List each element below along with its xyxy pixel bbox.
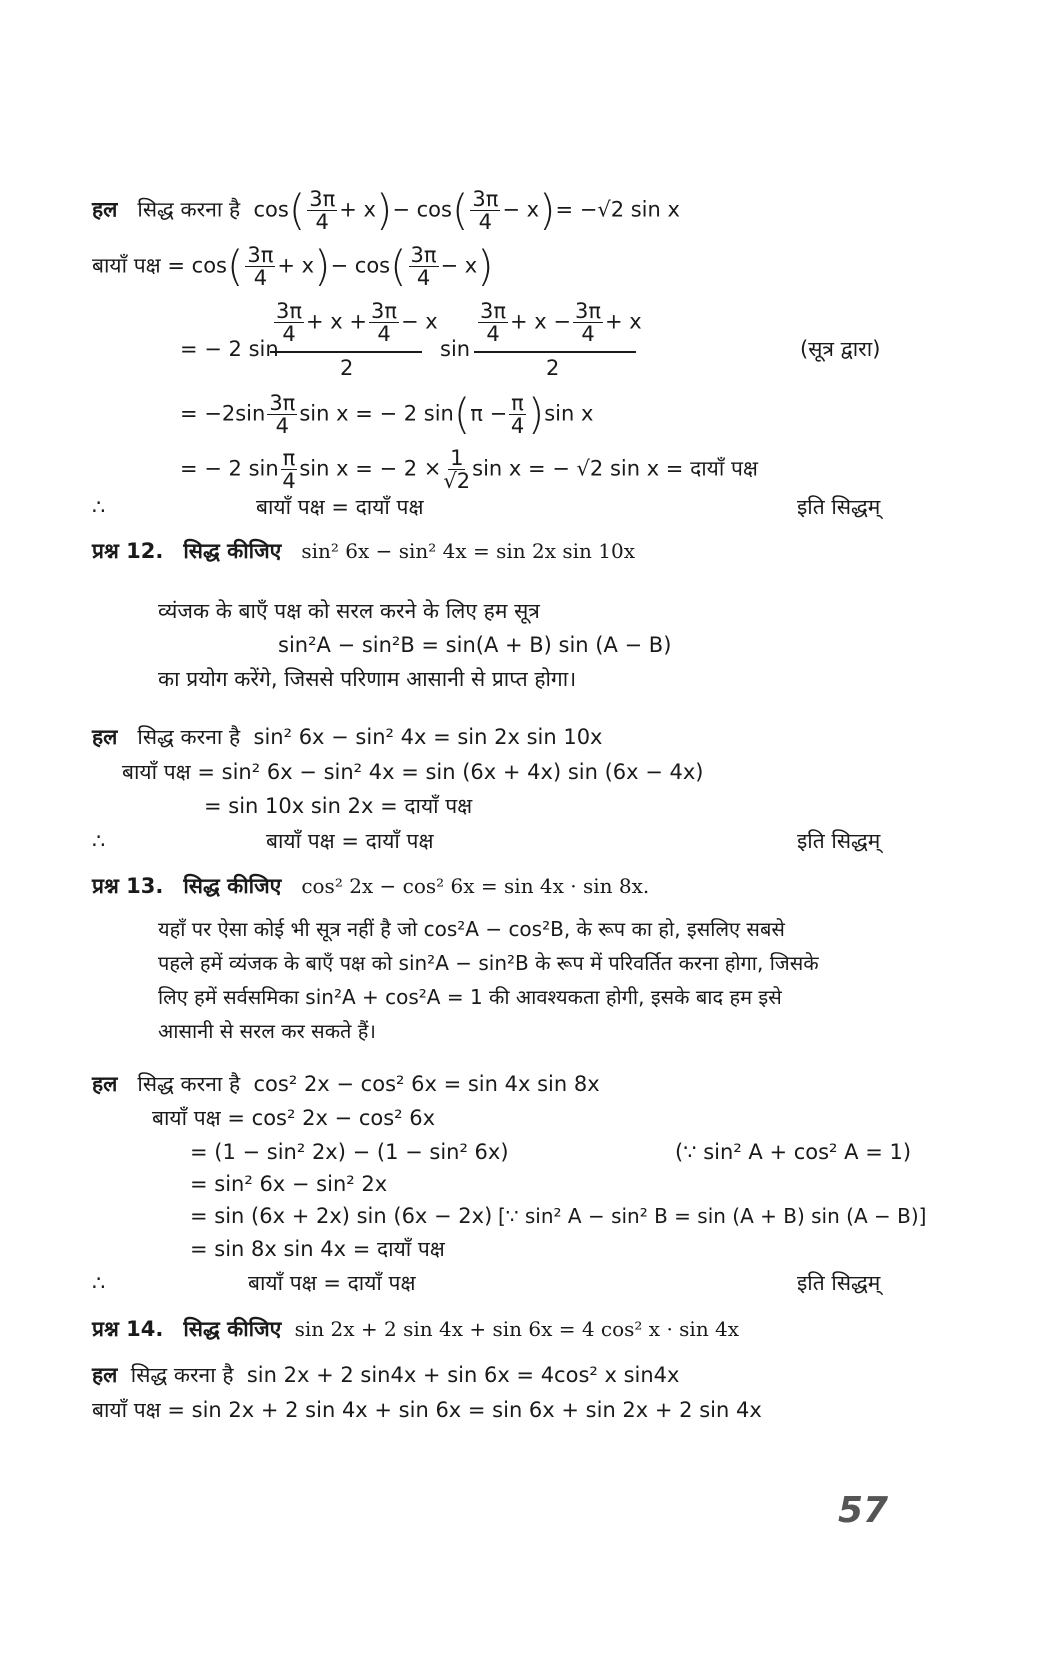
step1-sin: sin [440, 337, 471, 361]
q12-therefore: ∴ [92, 829, 106, 853]
proof11-statement-line: हल सिद्ध करना है cos( $\frac{3\pi}{4}$ + x)− cos( $\frac{3\pi}{4}$ − x)= −√2 sin x [92, 185, 680, 235]
question-expression: cos² 2x − cos² 6x = sin 4x · sin 8x. [301, 874, 650, 898]
q13-heading [92, 873, 649, 899]
q13-qed: इति सिद्धम् [797, 1271, 881, 1295]
q14-heading [92, 1316, 739, 1342]
lhs-label: बायाँ पक्ष [92, 253, 161, 278]
hal-label: हल [92, 1072, 118, 1096]
fraction-numerator-2: $\frac{3\pi}{4}$ + x − $\frac{3\pi}{4}$ + x [480, 299, 642, 346]
proof11-lhs-line: बायाँ पक्ष = cos( $\frac{3\pi}{4}$ + x)− cos( $\frac{3\pi}{4}$ − x) [92, 241, 494, 291]
q12-qed: इति सिद्धम् [797, 829, 881, 853]
q13-step1: बायाँ पक्ष = cos² 2x − cos² 6x [152, 1106, 436, 1130]
q13-step4-note: [∵ sin² A − sin² B = sin (A + B) sin (A − B)] [498, 1204, 927, 1228]
q13-hint-line3: लिए हमें सर्वसमिका sin²A + cos²A = 1 की आवश्यकता होगी, इसके बाद हम इसे [158, 985, 782, 1009]
question-instruction: सिद्ध कीजिए [183, 539, 282, 563]
denominator-2: 2 [546, 356, 560, 380]
statement-text: सिद्ध करना है [137, 197, 241, 222]
q13-conclusion: बायाँ पक्ष = दायाँ पक्ष [248, 1271, 416, 1295]
q12-hal-line [92, 724, 602, 750]
q13-step4: = sin (6x + 2x) sin (6x − 2x) [190, 1204, 493, 1228]
statement-text: सिद्ध करना है [137, 725, 241, 749]
proof11-conclusion: बायाँ पक्ष = दायाँ पक्ष [256, 495, 424, 519]
q13-hint-line2: पहले हमें व्यंजक के बाएँ पक्ष को sin²A − sin²B के रूप में परिवर्तित करना होगा, जिसके [158, 951, 819, 975]
q13-step2-note: (∵ sin² A + cos² A = 1) [675, 1140, 912, 1164]
question-label: प्रश्न 13. [92, 874, 164, 898]
fraction-numerator-1: $\frac{3\pi}{4}$ + x + $\frac{3\pi}{4}$ − x [276, 299, 438, 346]
q13-hal-line [92, 1071, 600, 1097]
q13-step3: = sin² 6x − sin² 2x [190, 1172, 388, 1196]
q12-step2: = sin 10x sin 2x = दायाँ पक्ष [204, 794, 473, 818]
question-label: प्रश्न 14. [92, 1317, 164, 1341]
q12-step1: बायाँ पक्ष = sin² 6x − sin² 4x = sin (6x + 4x) sin (6x − 4x) [122, 760, 704, 784]
question-instruction: सिद्ध कीजिए [183, 874, 282, 898]
proof11-conclusion-line [92, 494, 105, 520]
q13-therefore: ∴ [92, 1271, 106, 1295]
question-instruction: सिद्ध कीजिए [183, 1317, 282, 1341]
statement-text: सिद्ध करना है [137, 1072, 241, 1096]
q13-hint-line4: आसानी से सरल कर सकते हैं। [158, 1019, 377, 1043]
hal-label: हल [92, 1363, 118, 1387]
fraction-bar-1 [270, 351, 422, 353]
question-label: प्रश्न 12. [92, 539, 164, 563]
proof11-qed: इति सिद्धम् [797, 495, 881, 519]
denominator-1: 2 [340, 356, 354, 380]
statement-expression: cos² 2x − cos² 6x = sin 4x sin 8x [253, 1072, 600, 1096]
q12-conclusion: बायाँ पक्ष = दायाँ पक्ष [266, 829, 434, 853]
q14-hal-line [92, 1362, 679, 1388]
question-expression: sin 2x + 2 sin 4x + sin 6x = 4 cos² x · sin 4x [294, 1317, 740, 1341]
q13-step2: = (1 − sin² 2x) − (1 − sin² 6x) [190, 1140, 509, 1164]
q12-heading [92, 538, 635, 564]
q13-hint-line1: यहाँ पर ऐसा कोई भी सूत्र नहीं है जो cos²A − cos²B, के रूप का हो, इसलिए सबसे [158, 917, 785, 941]
q12-hint-line3: का प्रयोग करेंगे, जिससे परिणाम आसानी से प्राप्त होगा। [158, 667, 577, 691]
proof11-step2: = −2sin $\frac{3\pi}{4}$ sin x = − 2 sin(π − $\frac{\pi}{4}$ )sin x [180, 389, 594, 439]
page-number: 57 [838, 1490, 889, 1531]
q14-step1: बायाँ पक्ष = sin 2x + 2 sin 4x + sin 6x = sin 6x + sin 2x + 2 sin 4x [92, 1398, 762, 1422]
hal-label: हल [92, 725, 118, 749]
question-expression: sin² 6x − sin² 4x = sin 2x sin 10x [301, 539, 635, 563]
statement-text: सिद्ध करना है [130, 1363, 234, 1387]
q13-step5: = sin 8x sin 4x = दायाँ पक्ष [190, 1237, 445, 1261]
by-formula-note: (सूत्र द्वारा) [800, 337, 881, 361]
statement-expression: sin 2x + 2 sin4x + sin 6x = 4cos² x sin4x [246, 1363, 680, 1387]
step1-prefix: = − 2 sin [180, 337, 279, 361]
q12-hint-formula: sin²A − sin²B = sin(A + B) sin (A − B) [278, 633, 672, 657]
q12-hint-line1: व्यंजक के बाएँ पक्ष को सरल करने के लिए हम सूत्र [158, 599, 540, 623]
therefore-symbol: ∴ [92, 495, 106, 519]
fraction-bar-2 [474, 351, 636, 353]
hal-label: हल [92, 197, 118, 222]
proof11-step3: = − 2 sin $\frac{\pi}{4}$ sin x = − 2 × $\frac{1}{√2}$ sin x = − √2 sin x = दायाँ पक्ष [180, 446, 758, 493]
statement-expression: sin² 6x − sin² 4x = sin 2x sin 10x [253, 725, 603, 749]
rhs-label: दायाँ पक्ष [690, 456, 758, 481]
